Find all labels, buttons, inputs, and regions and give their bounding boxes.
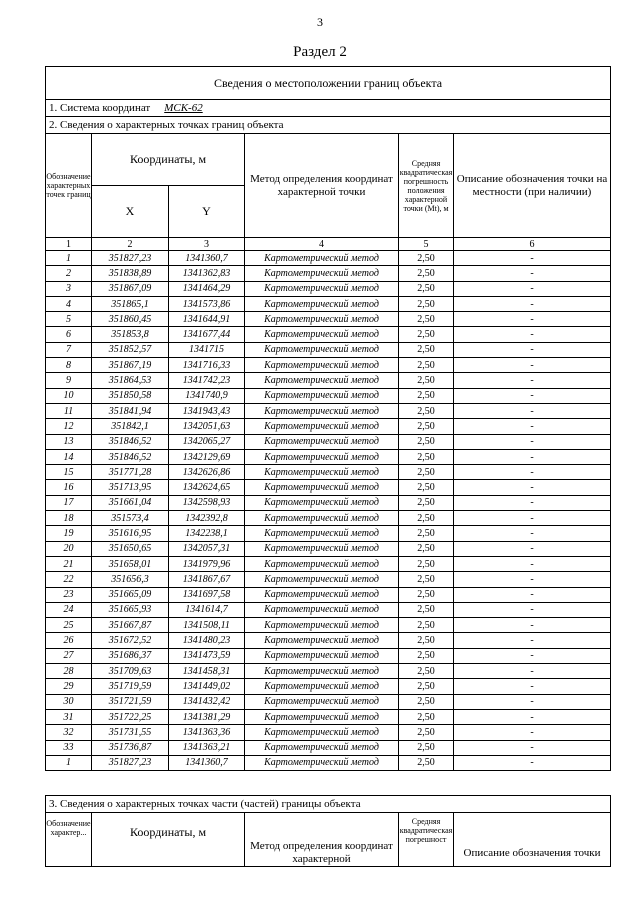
row-x: 351853,8 [92, 327, 169, 342]
row-accuracy: 2,50 [399, 679, 454, 694]
row-accuracy: 2,50 [399, 511, 454, 526]
row-description: - [454, 296, 611, 311]
table-row [46, 602, 611, 617]
row-description: - [454, 587, 611, 602]
row-description: - [454, 373, 611, 388]
row-x: 351731,55 [92, 725, 169, 740]
table-row [46, 342, 611, 357]
row-method: Картометрический метод [245, 541, 399, 556]
row-method: Картометрический метод [245, 327, 399, 342]
table-row [46, 541, 611, 556]
table-row [46, 296, 611, 311]
row-y: 1342051,63 [169, 419, 245, 434]
row-point: 16 [46, 480, 92, 495]
row-point: 30 [46, 694, 92, 709]
row-point: 17 [46, 495, 92, 510]
row-description: - [454, 694, 611, 709]
row-x: 351650,65 [92, 541, 169, 556]
row-accuracy: 2,50 [399, 664, 454, 679]
row-description: - [454, 495, 611, 510]
row-method: Картометрический метод [245, 449, 399, 464]
row-x: 351771,28 [92, 465, 169, 480]
row-y: 1341716,33 [169, 358, 245, 373]
row-point: 23 [46, 587, 92, 602]
row-accuracy: 2,50 [399, 572, 454, 587]
row-point: 19 [46, 526, 92, 541]
row-y: 1341480,23 [169, 633, 245, 648]
row-method: Картометрический метод [245, 511, 399, 526]
row-accuracy: 2,50 [399, 709, 454, 724]
row-x: 351722,25 [92, 709, 169, 724]
row-point: 10 [46, 388, 92, 403]
row-accuracy: 2,50 [399, 526, 454, 541]
table-row [46, 449, 611, 464]
row-x: 351719,59 [92, 679, 169, 694]
row-description: - [454, 281, 611, 296]
row-y: 1341449,02 [169, 679, 245, 694]
row-point: 15 [46, 465, 92, 480]
row-accuracy: 2,50 [399, 312, 454, 327]
column-number-row [46, 238, 611, 251]
row-method: Картометрический метод [245, 633, 399, 648]
row-description: - [454, 449, 611, 464]
row-description: - [454, 342, 611, 357]
header-x: X [92, 186, 169, 238]
row-description: - [454, 327, 611, 342]
row-x: 351667,87 [92, 618, 169, 633]
row-y: 1342598,93 [169, 495, 245, 510]
table-row [46, 373, 611, 388]
row-description: - [454, 511, 611, 526]
column-number: 3 [169, 238, 245, 251]
row-y: 1341432,42 [169, 694, 245, 709]
page-number: 3 [317, 15, 323, 29]
part-boundary-table [45, 795, 611, 867]
row-point: 12 [46, 419, 92, 434]
row-point: 33 [46, 740, 92, 755]
header-description: Описание обозначения точки на местности (при наличии) [454, 134, 611, 238]
row-x: 351661,04 [92, 495, 169, 510]
row-method: Картометрический метод [245, 618, 399, 633]
table-row [46, 281, 611, 296]
row-description: - [454, 480, 611, 495]
row-accuracy: 2,50 [399, 694, 454, 709]
row-x: 351852,57 [92, 342, 169, 357]
row-y: 1341644,91 [169, 312, 245, 327]
row-point: 27 [46, 648, 92, 663]
row-x: 351867,19 [92, 358, 169, 373]
row-x: 351867,09 [92, 281, 169, 296]
row-x: 351864,53 [92, 373, 169, 388]
row-accuracy: 2,50 [399, 618, 454, 633]
row-description: - [454, 602, 611, 617]
row-description: - [454, 358, 611, 373]
row-method: Картометрический метод [245, 358, 399, 373]
row-x: 351686,37 [92, 648, 169, 663]
row-x: 351736,87 [92, 740, 169, 755]
column-number: 5 [399, 238, 454, 251]
row-method: Картометрический метод [245, 388, 399, 403]
row-y: 1341740,9 [169, 388, 245, 403]
row-y: 1341464,29 [169, 281, 245, 296]
row-method: Картометрический метод [245, 679, 399, 694]
row-accuracy: 2,50 [399, 556, 454, 571]
row-description: - [454, 251, 611, 266]
table-row [46, 755, 611, 770]
row-description: - [454, 556, 611, 571]
row-accuracy: 2,50 [399, 449, 454, 464]
row-accuracy: 2,50 [399, 403, 454, 418]
row-y: 1341867,67 [169, 572, 245, 587]
points-section-label: 2. Сведения о характерных точках границ объекта [46, 117, 611, 134]
part-header-method: Метод определения координат характерной [245, 813, 399, 867]
row-point: 11 [46, 403, 92, 418]
row-point: 3 [46, 281, 92, 296]
row-x: 351665,93 [92, 602, 169, 617]
row-x: 351573,4 [92, 511, 169, 526]
row-description: - [454, 465, 611, 480]
row-method: Картометрический метод [245, 572, 399, 587]
column-number: 2 [92, 238, 169, 251]
row-accuracy: 2,50 [399, 388, 454, 403]
row-accuracy: 2,50 [399, 251, 454, 266]
row-x: 351841,94 [92, 403, 169, 418]
part-section-label: 3. Сведения о характерных точках части (частей) границы объекта [46, 796, 611, 813]
row-method: Картометрический метод [245, 342, 399, 357]
row-y: 1341979,96 [169, 556, 245, 571]
row-x: 351656,3 [92, 572, 169, 587]
table-row [46, 434, 611, 449]
row-description: - [454, 755, 611, 770]
row-accuracy: 2,50 [399, 480, 454, 495]
column-number: 4 [245, 238, 399, 251]
row-y: 1342129,69 [169, 449, 245, 464]
table-row [46, 495, 611, 510]
row-method: Картометрический метод [245, 251, 399, 266]
table-row [46, 725, 611, 740]
row-description: - [454, 541, 611, 556]
row-accuracy: 2,50 [399, 648, 454, 663]
row-description: - [454, 633, 611, 648]
row-method: Картометрический метод [245, 664, 399, 679]
row-x: 351838,89 [92, 266, 169, 281]
table-row [46, 709, 611, 724]
table-row [46, 511, 611, 526]
row-accuracy: 2,50 [399, 740, 454, 755]
table-caption: Сведения о местоположении границ объекта [46, 67, 611, 100]
row-x: 351846,52 [92, 449, 169, 464]
row-description: - [454, 709, 611, 724]
table-row [46, 358, 611, 373]
row-method: Картометрический метод [245, 465, 399, 480]
row-description: - [454, 572, 611, 587]
table-row [46, 266, 611, 281]
row-x: 351860,45 [92, 312, 169, 327]
row-point: 13 [46, 434, 92, 449]
column-number: 1 [46, 238, 92, 251]
row-x: 351713,95 [92, 480, 169, 495]
row-point: 2 [46, 266, 92, 281]
row-accuracy: 2,50 [399, 633, 454, 648]
row-point: 21 [46, 556, 92, 571]
row-accuracy: 2,50 [399, 419, 454, 434]
row-point: 1 [46, 755, 92, 770]
part-header-description: Описание обозначения точки [454, 813, 611, 867]
row-description: - [454, 618, 611, 633]
row-accuracy: 2,50 [399, 755, 454, 770]
row-y: 1341742,23 [169, 373, 245, 388]
row-accuracy: 2,50 [399, 602, 454, 617]
row-x: 351616,95 [92, 526, 169, 541]
row-accuracy: 2,50 [399, 495, 454, 510]
table-row [46, 694, 611, 709]
row-accuracy: 2,50 [399, 541, 454, 556]
row-point: 1 [46, 251, 92, 266]
row-accuracy: 2,50 [399, 296, 454, 311]
row-accuracy: 2,50 [399, 327, 454, 342]
row-accuracy: 2,50 [399, 281, 454, 296]
row-y: 1341362,83 [169, 266, 245, 281]
table-row [46, 403, 611, 418]
row-description: - [454, 725, 611, 740]
row-point: 5 [46, 312, 92, 327]
row-point: 24 [46, 602, 92, 617]
part-header-coordinates: Координаты, м [92, 813, 245, 867]
row-method: Картометрический метод [245, 587, 399, 602]
table-row [46, 664, 611, 679]
row-accuracy: 2,50 [399, 725, 454, 740]
row-x: 351709,63 [92, 664, 169, 679]
row-y: 1341677,44 [169, 327, 245, 342]
row-y: 1341943,43 [169, 403, 245, 418]
table-row [46, 480, 611, 495]
table-row [46, 633, 611, 648]
row-description: - [454, 648, 611, 663]
row-point: 31 [46, 709, 92, 724]
row-x: 351672,52 [92, 633, 169, 648]
row-y: 1341715 [169, 342, 245, 357]
row-y: 1341360,7 [169, 755, 245, 770]
table-row [46, 251, 611, 266]
part-header-accuracy: Средняя квадратическая погрешност [399, 813, 454, 867]
row-x: 351665,09 [92, 587, 169, 602]
table-row [46, 388, 611, 403]
row-method: Картометрический метод [245, 694, 399, 709]
column-number: 6 [454, 238, 611, 251]
row-x: 351846,52 [92, 434, 169, 449]
row-x: 351721,59 [92, 694, 169, 709]
row-y: 1342238,1 [169, 526, 245, 541]
row-description: - [454, 526, 611, 541]
row-method: Картометрический метод [245, 709, 399, 724]
row-y: 1342626,86 [169, 465, 245, 480]
row-point: 20 [46, 541, 92, 556]
row-method: Картометрический метод [245, 495, 399, 510]
table-row [46, 556, 611, 571]
row-y: 1341381,29 [169, 709, 245, 724]
row-point: 8 [46, 358, 92, 373]
table-row [46, 526, 611, 541]
row-y: 1341614,7 [169, 602, 245, 617]
row-point: 28 [46, 664, 92, 679]
row-point: 7 [46, 342, 92, 357]
table-row [46, 312, 611, 327]
row-y: 1341363,21 [169, 740, 245, 755]
row-point: 22 [46, 572, 92, 587]
section-title: Раздел 2 [293, 44, 347, 60]
row-method: Картометрический метод [245, 419, 399, 434]
row-method: Картометрический метод [245, 266, 399, 281]
row-description: - [454, 434, 611, 449]
row-point: 6 [46, 327, 92, 342]
row-method: Картометрический метод [245, 480, 399, 495]
row-point: 29 [46, 679, 92, 694]
row-method: Картометрический метод [245, 556, 399, 571]
row-point: 4 [46, 296, 92, 311]
table-row [46, 648, 611, 663]
header-point-designation: Обозначение характерных точек границ [46, 134, 92, 238]
row-x: 351850,58 [92, 388, 169, 403]
row-method: Картометрический метод [245, 602, 399, 617]
header-method: Метод определения координат характерной точки [245, 134, 399, 238]
row-y: 1342392,8 [169, 511, 245, 526]
row-y: 1341458,31 [169, 664, 245, 679]
header-coordinates: Координаты, м [92, 134, 245, 186]
row-point: 32 [46, 725, 92, 740]
table-row [46, 465, 611, 480]
row-y: 1341573,86 [169, 296, 245, 311]
boundary-table [45, 66, 611, 771]
row-method: Картометрический метод [245, 740, 399, 755]
row-description: - [454, 679, 611, 694]
row-x: 351842,1 [92, 419, 169, 434]
row-x: 351865,1 [92, 296, 169, 311]
header-accuracy: Средняя квадратическая погрешность положения характерной точки (Mt), м [399, 134, 454, 238]
row-method: Картометрический метод [245, 434, 399, 449]
row-method: Картометрический метод [245, 648, 399, 663]
row-method: Картометрический метод [245, 403, 399, 418]
table-row [46, 587, 611, 602]
row-point: 25 [46, 618, 92, 633]
row-y: 1341697,58 [169, 587, 245, 602]
row-accuracy: 2,50 [399, 465, 454, 480]
row-description: - [454, 266, 611, 281]
row-y: 1342057,31 [169, 541, 245, 556]
row-y: 1341508,11 [169, 618, 245, 633]
coord-system-value: МСК-62 [164, 102, 203, 114]
row-x: 351658,01 [92, 556, 169, 571]
row-y: 1342065,27 [169, 434, 245, 449]
row-method: Картометрический метод [245, 373, 399, 388]
row-description: - [454, 664, 611, 679]
row-point: 26 [46, 633, 92, 648]
row-description: - [454, 388, 611, 403]
part-header-point-designation: Обозначение характер... [46, 813, 92, 867]
row-y: 1341363,36 [169, 725, 245, 740]
row-accuracy: 2,50 [399, 434, 454, 449]
row-description: - [454, 419, 611, 434]
row-x: 351827,23 [92, 251, 169, 266]
row-x: 351827,23 [92, 755, 169, 770]
row-method: Картометрический метод [245, 526, 399, 541]
table-row [46, 419, 611, 434]
table-row [46, 327, 611, 342]
row-point: 14 [46, 449, 92, 464]
row-method: Картометрический метод [245, 296, 399, 311]
coord-system-row [46, 100, 611, 117]
row-point: 18 [46, 511, 92, 526]
row-description: - [454, 403, 611, 418]
table-row [46, 572, 611, 587]
row-method: Картометрический метод [245, 281, 399, 296]
row-method: Картометрический метод [245, 725, 399, 740]
table-row [46, 740, 611, 755]
row-accuracy: 2,50 [399, 587, 454, 602]
row-description: - [454, 312, 611, 327]
row-y: 1342624,65 [169, 480, 245, 495]
row-accuracy: 2,50 [399, 342, 454, 357]
row-y: 1341360,7 [169, 251, 245, 266]
row-accuracy: 2,50 [399, 358, 454, 373]
header-y: Y [169, 186, 245, 238]
coord-system-label: 1. Система координат [49, 102, 151, 114]
row-description: - [454, 740, 611, 755]
row-accuracy: 2,50 [399, 266, 454, 281]
row-y: 1341473,59 [169, 648, 245, 663]
table-row [46, 679, 611, 694]
row-method: Картометрический метод [245, 312, 399, 327]
row-method: Картометрический метод [245, 755, 399, 770]
table-row [46, 618, 611, 633]
row-point: 9 [46, 373, 92, 388]
row-accuracy: 2,50 [399, 373, 454, 388]
